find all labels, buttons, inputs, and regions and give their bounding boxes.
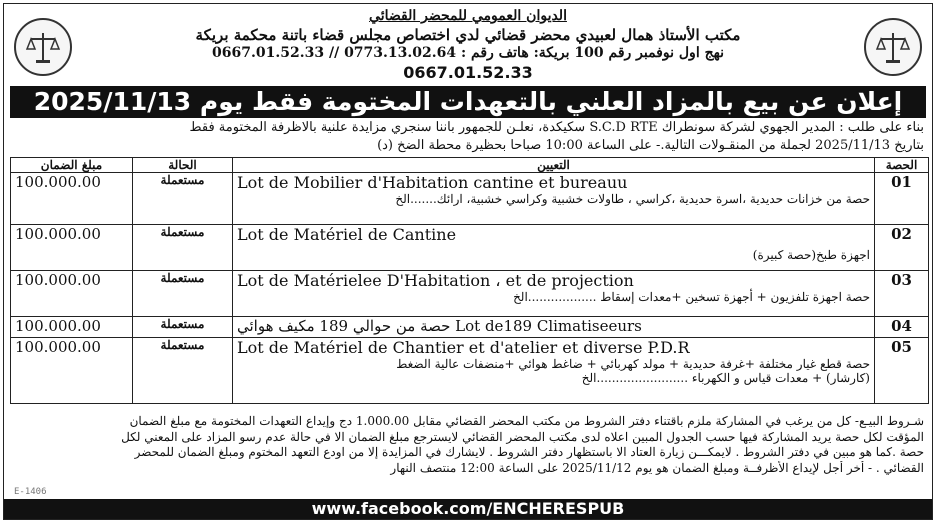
row-desc: حصة من خزانات حديدية ،اسرة حديدية ،كراسي ، طاولات خشبية وكراسي خشبية، ارائك.......الخ <box>395 192 870 206</box>
header-designation: التعيين <box>233 158 875 173</box>
row-designation <box>233 338 875 404</box>
row-title: Lot de Matérielee D'Habitation ، et de projection <box>237 271 634 290</box>
row-price: 100.000.00 <box>11 173 133 225</box>
table-row <box>11 317 929 338</box>
table-row <box>11 338 929 404</box>
row-state: مستعملة <box>133 338 233 404</box>
row-desc-continued: (كارشار) + معدات قياس و الكهرباء ........................الخ <box>581 371 870 385</box>
intro-line-2: بتاريخ 2025/11/13 لجملة من المنقـولات التالية.- على الساعة 10:00 صباحا بحظيرة محطة الضخ (د) <box>377 138 924 153</box>
row-state: مستعملة <box>133 173 233 225</box>
header-lot: الحصة <box>875 158 929 173</box>
row-title: Lot de Matériel de Chantier et d'atelier et diverse P.D.R <box>237 338 690 357</box>
conditions-line-3: حصة .كما هو مبين في دفتر الشروط . لايمكـــن زيارة العتاد الا باستظهار دفتر الشروط . لايشارك في المزايدة إلا من اودع التعهد المختوم ومبلغ الضمان للمحضر <box>134 445 924 459</box>
sale-conditions <box>12 414 924 476</box>
conditions-line-1: شـروط البيـع- كل من يرغب في المشاركة ملزم باقتناء دفتر الشروط من مكتب المحضر القضائي مقابل 1.000.00 دج وإيداع التعهدات المختومة مع مبلغ الضمان <box>129 414 924 428</box>
row-designation <box>233 317 875 338</box>
scales-of-justice-icon <box>23 27 63 67</box>
announcement-page <box>3 3 933 520</box>
row-state: مستعملة <box>133 225 233 271</box>
row-price: 100.000.00 <box>11 338 133 404</box>
row-price: 100.000.00 <box>11 317 133 338</box>
row-designation <box>233 271 875 317</box>
row-num: 02 <box>875 225 929 271</box>
conditions-line-2: المؤقت لكل حصة يريد المشاركة فيها حسب الجدول المبين اعلاه لدى مكتب المحضر القضائي لايسترجع مبلغ الضمان الا في حالة عدم رسو المزاد على المعني لكل <box>121 429 924 444</box>
footer-facebook-link[interactable]: www.facebook.com/ENCHERESPUB <box>4 499 932 519</box>
header-phones: 0667.01.52.33 <box>403 63 533 82</box>
conditions-line-4: القضائي . - أخر أجل لإيداع الأظرفــة ومبلغ الضمان هو يوم 2025/11/12 على الساعة 12:00 منتصف النهار <box>390 460 924 475</box>
row-num: 04 <box>875 317 929 338</box>
row-title: Lot de Matériel de Cantine <box>237 225 457 244</box>
row-desc: حصة قطع غيار مختلفة +غرفة حديدية + مولد كهربائي + ضاغط هوائي +منضفات عالية الضغط <box>396 357 870 371</box>
header-state: الحالة <box>133 158 233 173</box>
header-office-title: الديوان العمومي للمحضر القضائي <box>369 8 567 24</box>
row-num: 05 <box>875 338 929 404</box>
lots-table <box>10 157 929 404</box>
official-seal-right <box>864 18 922 76</box>
table-row <box>11 271 929 317</box>
row-state: مستعملة <box>133 271 233 317</box>
row-num: 01 <box>875 173 929 225</box>
row-state: مستعملة <box>133 317 233 338</box>
row-price: 100.000.00 <box>11 225 133 271</box>
row-desc: حصة اجهزة تلفزيون + أجهزة تسخين +معدات إسقاط ..................الخ <box>513 290 870 304</box>
table-row <box>11 173 929 225</box>
table-header-row <box>11 158 929 173</box>
row-price: 100.000.00 <box>11 271 133 317</box>
row-title: Lot de Mobilier d'Habitation cantine et bureauu <box>237 173 628 192</box>
header-address: نهج اول نوفمبر رقم 100 بريكة: هاتف رقم : 0773.13.02.64 // 0667.01.52.33 <box>212 45 724 61</box>
row-num: 03 <box>875 271 929 317</box>
scales-of-justice-icon <box>873 27 913 67</box>
row-desc: اجهزة طبخ(حصة كبيرة) <box>752 248 870 262</box>
intro-line-1: بناء على طلب : المدير الجهوي لشركة سونطراك S.C.D RTE سكيكدة، نعلـن للجمهور باننا سنجري مزايدة علنية بالاظرفة المختومة فقط <box>189 120 924 135</box>
header-price: مبلغ الضمان <box>11 158 133 173</box>
reference-code: E-1406 <box>14 487 47 497</box>
row-designation <box>233 173 875 225</box>
auction-banner: إعلان عن بيع بالمزاد العلني بالتعهدات المختومة فقط يوم 2025/11/13 <box>10 86 926 118</box>
table-row <box>11 225 929 271</box>
official-seal-left <box>14 18 72 76</box>
header-bailiff-name: مكتب الأستاذ همال لعبيدي محضر قضائي لدي اختصاص مجلس قضاء باتنة محكمة بريكة <box>195 26 741 44</box>
row-title: Lot de189 Climatiseeurs حصة من حوالي 189 مكيف هوائي <box>237 317 642 335</box>
row-designation <box>233 225 875 271</box>
